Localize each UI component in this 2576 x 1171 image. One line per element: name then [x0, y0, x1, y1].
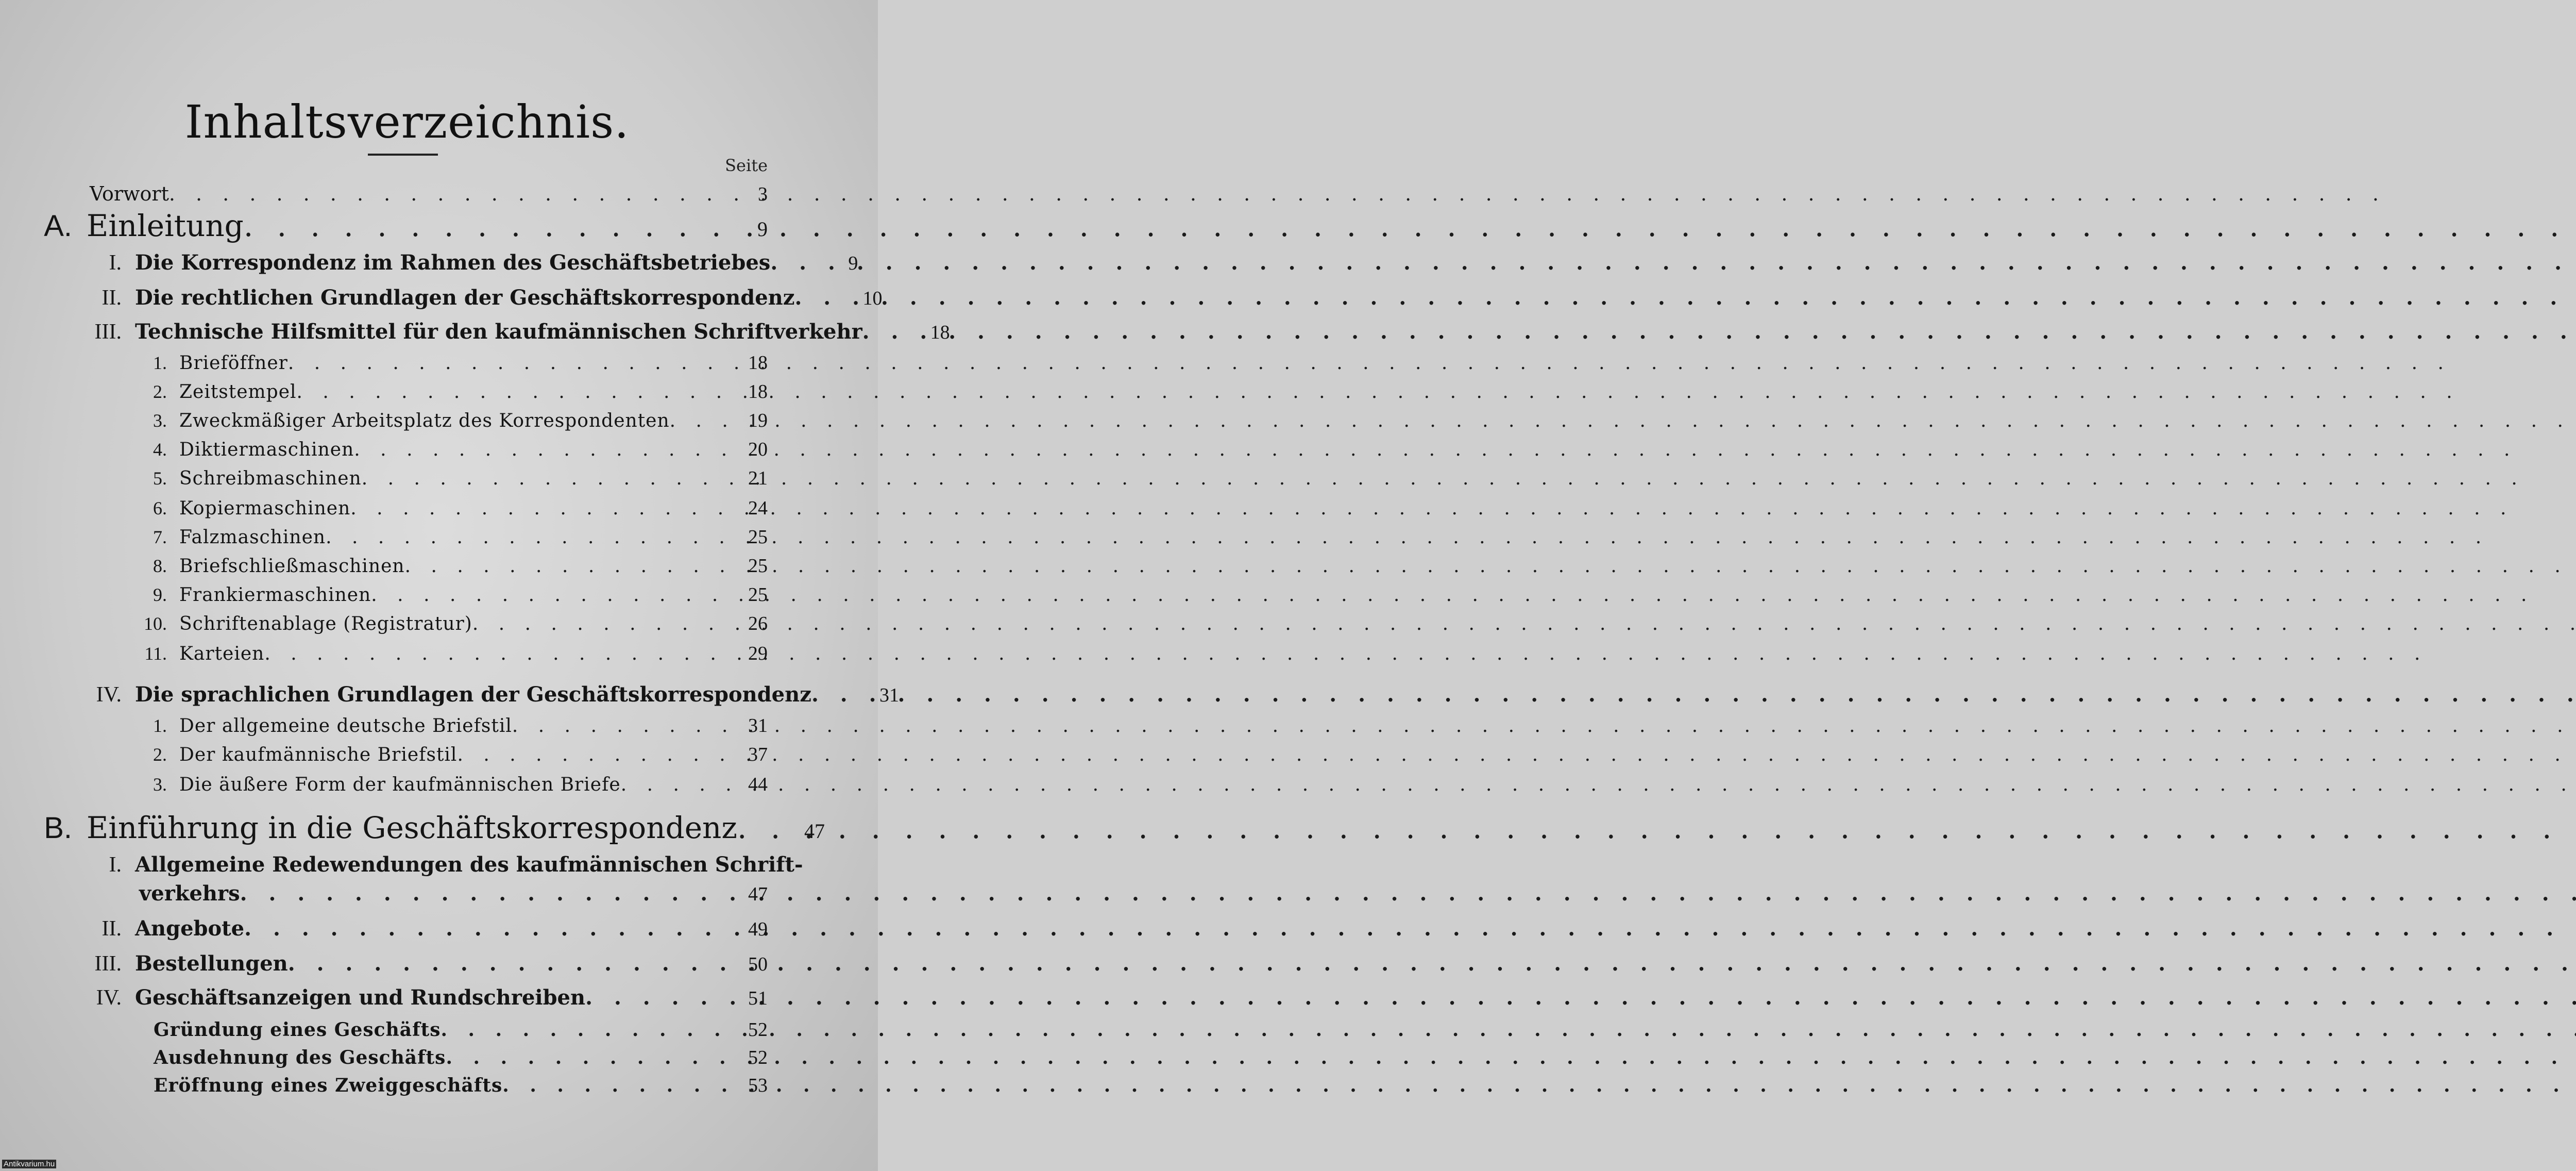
dot-leader — [405, 556, 690, 577]
dot-leader — [297, 381, 690, 403]
toc-entry-number: I. — [109, 251, 122, 275]
toc-entry — [0, 352, 878, 374]
dot-leader — [446, 1047, 690, 1068]
toc-entry-number: 1. — [153, 353, 167, 373]
toc-entry-title: Schreibmaschinen — [179, 468, 362, 489]
toc-entry-page: 3 — [758, 183, 768, 205]
dot-leader — [440, 1019, 690, 1041]
toc-entry-title: Zweckmäßiger Arbeitsplatz des Korrespondenten — [179, 410, 670, 431]
dot-leader — [288, 353, 690, 374]
toc-entry-number: 4. — [153, 439, 167, 460]
toc-entry — [0, 714, 878, 737]
toc-entry — [0, 852, 878, 877]
toc-entry-title: Einführung in die Geschäftskorrespondenz — [87, 810, 737, 845]
toc-entry — [0, 985, 878, 1010]
toc-entry-title: Der kaufmännische Briefstil — [179, 744, 457, 765]
toc-entry-page: 25 — [748, 555, 768, 577]
toc-entry-number: 7. — [153, 527, 167, 547]
toc-entry-page: 18 — [930, 322, 950, 343]
toc-entry — [0, 409, 878, 432]
toc-entry-title: Bestellungen — [135, 951, 288, 976]
watermark: Antikvarium.hu — [2, 1160, 56, 1168]
toc-entry — [0, 380, 878, 403]
toc-entry — [0, 1074, 878, 1097]
toc-entry-title: Brieföffner — [179, 353, 288, 374]
toc-entry-number: 2. — [153, 744, 167, 765]
toc-entry — [0, 497, 878, 520]
dot-leader — [585, 985, 690, 1010]
toc-entry-title: Einleitung — [87, 208, 244, 243]
toc-entry-page: 21 — [748, 467, 768, 489]
toc-entry-title: Ausdehnung des Geschäfts — [154, 1047, 446, 1068]
toc-entry-title: Allgemeine Redewendungen des kaufmännischen Schrift- — [135, 852, 803, 877]
toc-entry-page: 20 — [748, 439, 768, 460]
toc-entry — [0, 286, 883, 310]
toc-entry — [0, 1018, 878, 1041]
toc-entry-number: 1. — [153, 715, 167, 736]
toc-entry-title: Geschäftsanzeigen und Rundschreiben — [135, 985, 586, 1010]
page-column-label: Seite — [725, 156, 768, 175]
dot-leader — [169, 182, 690, 205]
toc-entry-page: 49 — [748, 918, 768, 940]
toc-entry-title: Vorwort — [90, 182, 169, 205]
toc-entry — [0, 642, 878, 665]
dot-leader — [811, 682, 822, 707]
toc-entry-title: Angebote — [135, 916, 245, 941]
toc-entry-title: Karteien — [179, 643, 265, 664]
toc-entry-number: IV. — [96, 683, 122, 707]
toc-entry-page: 24 — [748, 497, 768, 519]
toc-entry — [0, 208, 878, 243]
toc-entry-page: 47 — [748, 883, 768, 905]
dot-leader — [457, 744, 690, 765]
toc-entry-number: 3. — [153, 774, 167, 795]
toc-entry-number: II. — [101, 917, 122, 941]
dot-leader — [472, 613, 690, 634]
toc-entry-page: 31 — [748, 715, 768, 737]
toc-entry — [0, 773, 878, 796]
toc-entry-page: 51 — [748, 988, 768, 1009]
dot-leader — [512, 715, 690, 737]
toc-entry-title: Briefschließmaschinen — [179, 556, 405, 577]
toc-entry-number: 8. — [153, 556, 167, 576]
toc-entry-number: I. — [109, 853, 122, 877]
toc-entry-number: 10. — [144, 613, 167, 634]
toc-entry-number: II. — [101, 286, 122, 310]
toc-entry — [0, 916, 878, 941]
title-underline — [368, 154, 438, 156]
toc-entry-page: 37 — [748, 744, 768, 765]
dot-leader — [362, 468, 690, 489]
toc-entry — [0, 467, 878, 490]
toc-entry-title: Gründung eines Geschäfts — [154, 1019, 441, 1041]
dot-leader — [288, 951, 690, 976]
toc-entry-page: 44 — [748, 774, 768, 795]
toc-entry-title: Kopiermaschinen — [179, 498, 351, 519]
dot-leader — [502, 1075, 690, 1096]
toc-entry-title: verkehrs — [139, 881, 240, 906]
toc-entry-page: 52 — [748, 1047, 768, 1068]
toc-entry-page: 25 — [748, 584, 768, 606]
toc-entry-page: 9 — [848, 253, 858, 274]
toc-entry — [0, 612, 878, 635]
toc-entry-page: 18 — [748, 381, 768, 403]
toc-entry-title: Falzmaschinen — [179, 527, 326, 548]
dot-leader — [240, 881, 690, 906]
toc-entry-page: 29 — [748, 643, 768, 664]
toc-entry-number: 9. — [153, 584, 167, 605]
dot-leader — [621, 774, 690, 795]
book-page — [0, 0, 950, 1171]
toc-entry-title: Frankiermaschinen — [179, 584, 371, 606]
dot-leader — [770, 250, 781, 275]
toc-entry-title: Technische Hilfsmittel für den kaufmännischen Schriftverkehr — [135, 320, 862, 344]
toc-entry-title: Die sprachlichen Grundlagen der Geschäftskorrespondenz — [135, 682, 811, 707]
dot-leader — [264, 643, 690, 664]
toc-entry-title: Die Korrespondenz im Rahmen des Geschäftsbetriebes — [135, 250, 771, 275]
toc-entry-number: A. — [44, 209, 72, 243]
toc-entry-page: 50 — [748, 953, 768, 975]
toc-entry-page: 25 — [748, 526, 768, 548]
toc-entry-title: Die äußere Form der kaufmännischen Briefe — [179, 774, 621, 795]
toc-entry — [0, 555, 878, 577]
toc-entry — [0, 1046, 878, 1069]
toc-entry-number: IV. — [96, 986, 122, 1010]
toc-entry-title: Schriftenablage (Registratur) — [179, 613, 472, 634]
toc-entry-number: 2. — [153, 381, 167, 402]
dot-leader — [350, 498, 690, 519]
toc-entry-title: Diktiermaschinen — [179, 439, 354, 460]
dot-leader — [371, 584, 690, 606]
page-title: Inhaltsverzeichnis. — [184, 95, 630, 148]
dot-leader — [354, 439, 690, 460]
toc-entry-number: 5. — [153, 468, 167, 489]
toc-entry-number: III. — [94, 952, 122, 976]
toc-entry — [0, 881, 878, 906]
toc-entry-title: Der allgemeine deutsche Briefstil — [179, 715, 512, 737]
dot-leader — [670, 410, 690, 431]
dot-leader — [737, 810, 748, 845]
toc-entry-number: 3. — [153, 410, 167, 431]
toc-entry-number: III. — [94, 320, 122, 344]
toc-entry-page: 18 — [748, 352, 768, 374]
toc-entry — [0, 526, 878, 548]
toc-entry-number: 11. — [144, 643, 167, 664]
toc-entry — [0, 182, 878, 206]
toc-entry — [0, 810, 878, 845]
dot-leader — [244, 916, 690, 941]
toc-entry — [0, 583, 878, 606]
toc-entry-page: 31 — [879, 684, 899, 706]
toc-entry-number: B. — [44, 811, 72, 845]
toc-entry — [0, 320, 950, 344]
toc-entry-title: Zeitstempel — [179, 381, 297, 403]
toc-entry — [0, 438, 878, 461]
toc-entry — [0, 250, 878, 275]
toc-entry — [0, 743, 878, 766]
toc-entry-number: 6. — [153, 498, 167, 518]
toc-entry-title: Eröffnung eines Zweiggeschäfts — [154, 1075, 503, 1096]
toc-entry-page: 10 — [862, 288, 883, 309]
toc-entry-title: Die rechtlichen Grundlagen der Geschäftskorrespondenz — [135, 286, 795, 310]
toc-entry-page: 26 — [748, 613, 768, 634]
toc-entry-page: 9 — [757, 218, 768, 241]
toc-entry — [0, 682, 899, 707]
dot-leader — [326, 527, 690, 548]
toc-entry — [0, 951, 878, 976]
toc-entry-page: 53 — [748, 1075, 768, 1096]
dot-leader — [862, 320, 873, 344]
dot-leader — [244, 208, 690, 243]
toc-entry-page: 47 — [804, 819, 825, 843]
dot-leader — [794, 286, 805, 310]
toc-entry-page: 19 — [748, 410, 768, 431]
toc-entry-page: 52 — [748, 1019, 768, 1041]
